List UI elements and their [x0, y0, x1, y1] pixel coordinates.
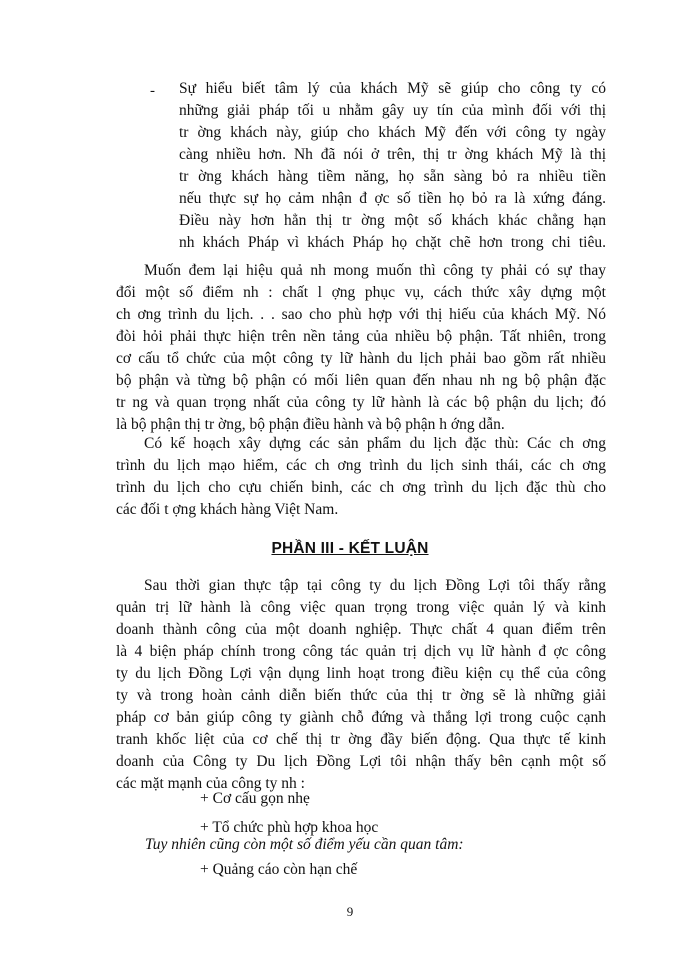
text-line: tranh khốc liệt của cơ chế thị tr ờng đầy biến động. Qua thực tế kinh — [116, 731, 606, 748]
text-line: pháp cơ bản giúp công ty giành chỗ đứng và thắng lợi trong cuộc cạnh — [116, 709, 606, 726]
text-line: là bộ phận thị tr ờng, bộ phận điều hành và bộ phận h ớng dẫn. — [116, 416, 505, 433]
text-line: cơ cấu tổ chức của một công ty lữ hành du lịch phải bao gồm rất nhiều — [116, 350, 606, 367]
text-line: ch ơng trình du lịch. . . sao cho phù hợp với thị hiếu của khách Mỹ. Nó — [116, 306, 606, 323]
text-line: trình du lịch mạo hiểm, các ch ơng trình du lịch sinh thái, các ch ơng — [116, 457, 606, 474]
text-line: tr ờng khách này, giúp cho khách Mỹ đến với công ty ngày — [179, 124, 606, 141]
text-line: tr ờng khách hàng tiềm năng, họ sẵn sàng bỏ ra nhiều tiền — [179, 168, 606, 185]
text-line: Muốn đem lại hiệu quả nh mong muốn thì công ty phải có sự thay — [144, 262, 606, 279]
text-line: tr ng và quan trọng nhất của công ty lữ hành là các bộ phận du lịch; đó — [116, 394, 606, 411]
text-line: càng nhiều hơn. Nh đã nói ở trên, thị tr ờng khách Mỹ là thị — [179, 146, 606, 163]
section-title: PHẦN III - KẾT LUẬN — [271, 540, 429, 557]
paragraph-conclusion — [116, 597, 606, 795]
text-line: doanh thành công của một doanh nghiệp. Thực chất 4 quan điểm trên — [116, 621, 606, 638]
text-line: đòi hỏi phải thực hiện trên nền tảng của nhiều bộ phận. Tất nhiên, trong — [116, 328, 606, 345]
paragraph-first-line — [144, 433, 606, 455]
weaknesses-list — [200, 859, 560, 881]
text-line: Tuy nhiên cũng còn một số điểm yếu cần quan tâm: — [145, 836, 464, 853]
text-line: Điều này hơn hẳn thị tr ờng một số khách khác chẳng hạn — [179, 212, 606, 229]
text-line: trình du lịch cho cựu chiến binh, các ch ơng trình du lịch đặc thù cho — [116, 479, 606, 496]
text-line: các đối t ợng khách hàng Việt Nam. — [116, 501, 339, 518]
text-line: nếu thực sự họ cảm nhận đ ợc số tiền họ bỏ ra là xứng đáng. — [179, 190, 606, 207]
paragraph-special-products — [116, 455, 606, 521]
paragraph-first-line — [144, 260, 606, 282]
text-line: bộ phận và từng bộ phận có mối liên quan đến nhau nh ng bộ phận đặc — [116, 372, 606, 389]
text-line: quản trị lữ hành là công việc quan trọng trong việc quản lý và kinh — [116, 599, 606, 616]
list-item: + Tổ chức phù hợp khoa học — [200, 819, 379, 836]
text-line: ty và trong hoàn cảnh diễn biến thức của thị tr ờng sẽ là những giải — [116, 687, 606, 704]
text-line: Sau thời gian thực tập tại công ty du lịch Đồng Lợi tôi thấy rằng — [144, 577, 606, 594]
paragraph-first-line — [144, 575, 606, 597]
text-line: doanh của Công ty Du lịch Đồng Lợi tôi nhận thấy bên cạnh một số — [116, 753, 606, 770]
text-line: Sự hiểu biết tâm lý của khách Mỹ sẽ giúp cho công ty có — [179, 80, 606, 97]
bullet-paragraph — [179, 78, 606, 254]
text-line: là 4 biện pháp chính trong công tác quản trị dịch vụ lữ hành đ ợc công — [116, 643, 606, 660]
text-line: nh khách Pháp vì khách Pháp họ chặt chẽ hơn trong chi tiêu. — [179, 234, 606, 251]
paragraph-adjust-service — [116, 282, 606, 436]
bullet-marker: - — [150, 83, 155, 99]
text-line: ty du lịch Đồng Lợi vận dụng linh hoạt trong điều kiện cụ thể của công — [116, 665, 606, 682]
list-item: + Cơ cấu gọn nhẹ — [200, 790, 310, 807]
text-line: Có kế hoạch xây dựng các sản phẩm du lịch đặc thù: Các ch ơng — [144, 435, 606, 452]
weakness-intro — [145, 834, 605, 856]
text-line: những giải pháp tối u nhằm gây uy tín của mình đối với thị — [179, 102, 606, 119]
text-line: các mặt mạnh của công ty nh : — [116, 775, 305, 792]
page-number: 9 — [346, 904, 354, 919]
text-line: đổi một số điểm nh : chất l ợng phục vụ, cách thức xây dựng một — [116, 284, 606, 301]
list-item: + Quảng cáo còn hạn chế — [200, 861, 358, 878]
